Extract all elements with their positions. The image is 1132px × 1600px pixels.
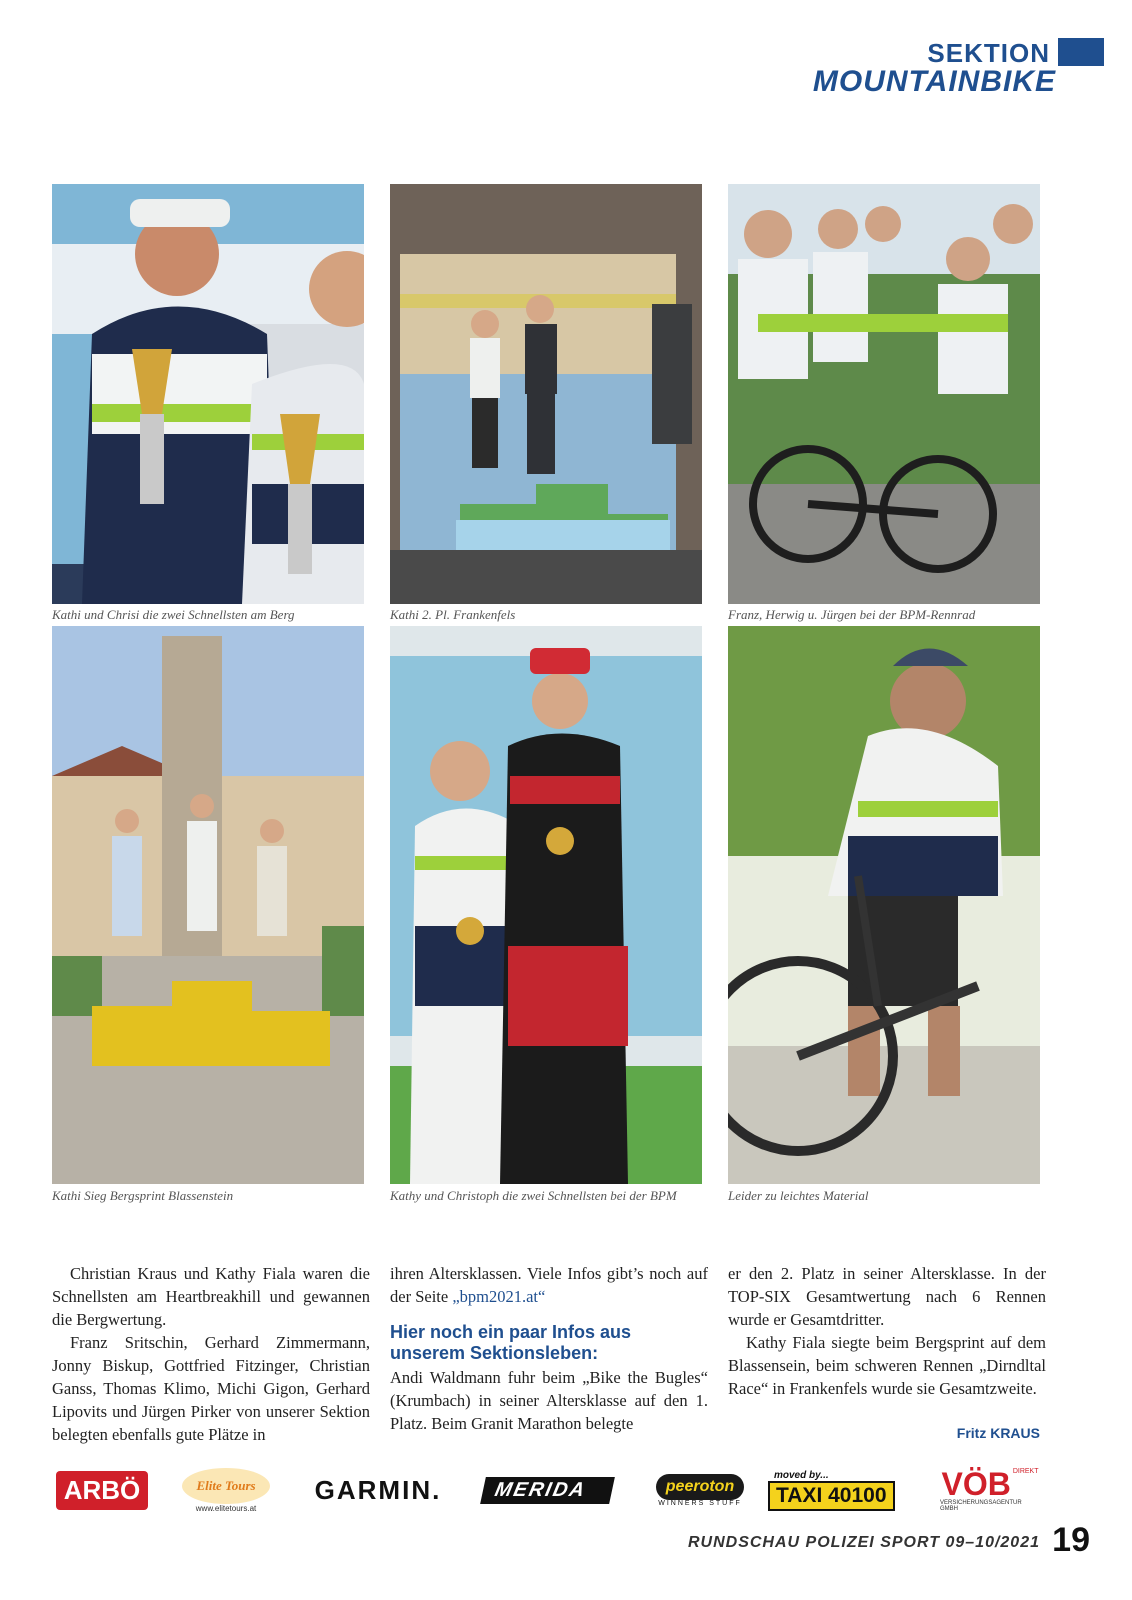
taxi-logo: moved by... TAXI 40100 xyxy=(768,1460,928,1520)
article-paragraph: Andi Waldmann fuhr beim „Bike the Bugles“ (Krumbach) in seiner Altersklasse auf den 1. Platz. Beim Granit Marathon belegte xyxy=(390,1368,708,1433)
photo-group-with-bikes xyxy=(728,184,1040,604)
photo-bpm-winners xyxy=(390,626,702,1184)
peeroton-logo: peeroton WINNERS STUFF xyxy=(644,1460,756,1520)
photo-caption: Leider zu leichtes Material xyxy=(728,1188,869,1203)
section-title: MOUNTAINBIKE xyxy=(812,65,1056,98)
section-label: SEKTION xyxy=(927,38,1050,68)
photo-caption: Kathi 2. Pl. Frankenfels xyxy=(390,607,516,622)
bpm2021-link[interactable]: „bpm2021.at“ xyxy=(452,1287,546,1306)
article-column-3 xyxy=(728,1262,1046,1400)
article-paragraph: Kathy Fiala siegte beim Bergsprint auf dem Blassensein, beim schweren Rennen „Dirndltal Race“ in Frankenfels wurde sie Gesamtzweite. xyxy=(728,1333,1046,1398)
elitetours-logo: Elite Tours www.elitetours.at xyxy=(170,1460,282,1520)
article-column-1 xyxy=(52,1262,370,1446)
garmin-logo: GARMIN. xyxy=(314,1474,442,1505)
article-paragraph: er den 2. Platz in seiner Altersklasse. In der TOP-SIX Gesamtwertung nach 6 Rennen wurde er Gesamtdritter. xyxy=(728,1264,1046,1329)
section-header xyxy=(813,38,1104,99)
article-paragraph xyxy=(390,1262,708,1308)
arbo-logo: ARBÖ xyxy=(52,1460,152,1520)
page-number: 19 xyxy=(1052,1521,1090,1559)
article-column-2 xyxy=(390,1262,708,1435)
photo-caption: Kathi Sieg Bergsprint Blassenstein xyxy=(52,1188,234,1203)
photo-caption: Kathi und Chrisi die zwei Schnellsten am Berg xyxy=(52,607,295,622)
article-text: ihren Altersklassen. Viele Infos gibt’s noch auf der Seite xyxy=(390,1264,708,1306)
header-bar xyxy=(1058,38,1104,66)
photo-frankenfels-podium xyxy=(390,184,702,604)
article-author: Fritz KRAUS xyxy=(956,1425,1040,1441)
photo-podium-trophies xyxy=(52,184,364,604)
photo-caption: Kathy und Christoph die zwei Schnellsten bei der BPM xyxy=(390,1188,677,1203)
vob-logo: VÖB DIREKT VERSICHERUNGSAGENTUR GMBH xyxy=(940,1466,1039,1512)
sponsor-bar xyxy=(52,1460,1040,1520)
article-paragraph: Franz Sritschin, Gerhard Zimmermann, Jonny Biskup, Gottfried Fitzinger, Christian Ganss, Thomas Klimo, Michi Gigon, Gerhard Lipovits und Jürgen Pirker von unserer Sektion belegten ebenfalls gute Plätze in xyxy=(52,1333,370,1444)
photo-caption: Franz, Herwig u. Jürgen bei der BPM-Rennrad xyxy=(728,607,976,622)
merida-logo: MERIDA xyxy=(464,1460,630,1520)
photo-rider-broken-bike xyxy=(728,626,1040,1184)
photo-blassenstein-podium xyxy=(52,626,364,1184)
section-subheading: Hier noch ein paar Infos aus unserem Sektionsleben: xyxy=(390,1322,632,1363)
magazine-footer: RUNDSCHAU POLIZEI SPORT 09–10/2021 xyxy=(687,1534,1040,1551)
article-paragraph: Christian Kraus und Kathy Fiala waren die Schnellsten am Heartbreakhill und gewannen die Bergwertung. xyxy=(52,1264,370,1329)
